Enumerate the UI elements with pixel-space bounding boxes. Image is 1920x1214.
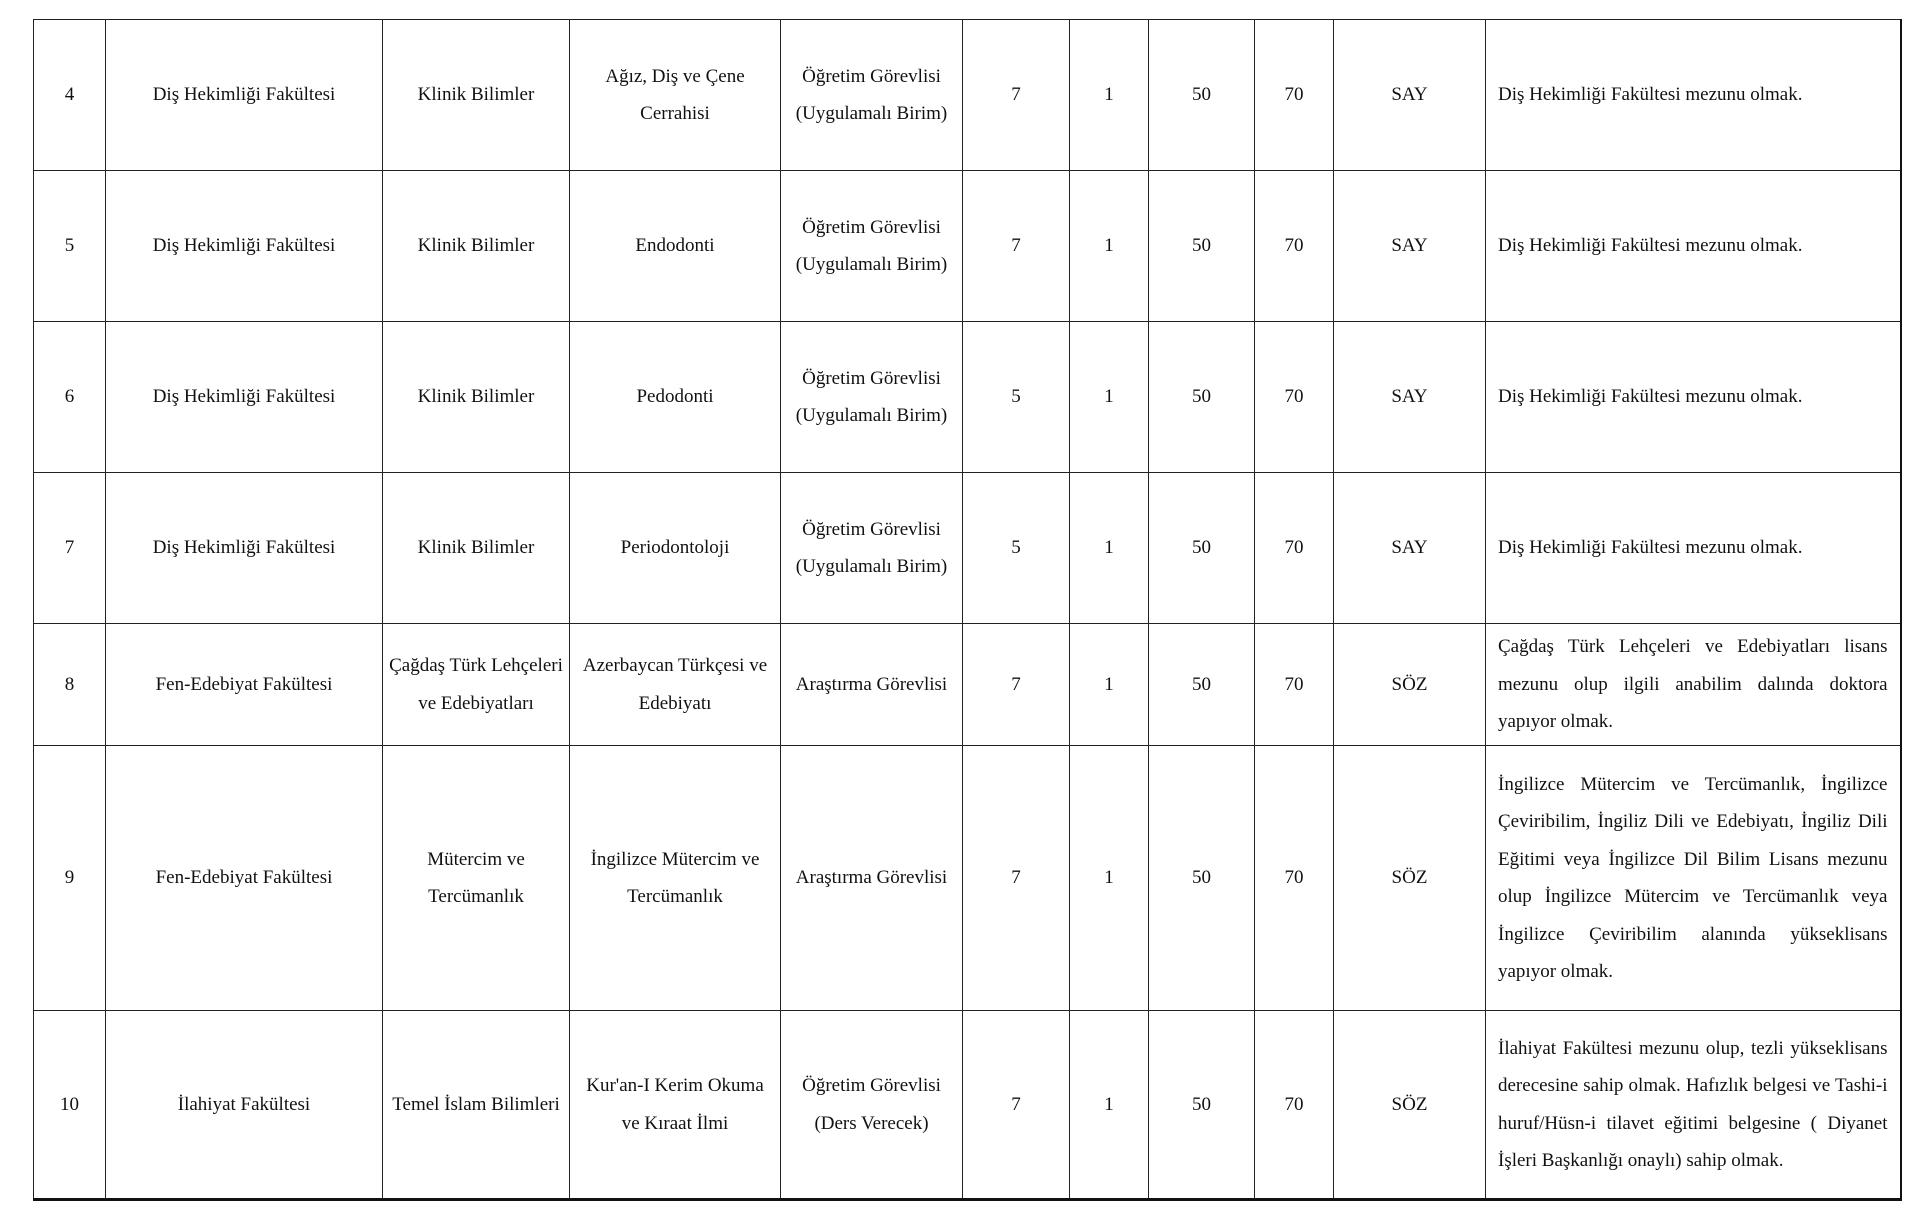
row-number: 4 (34, 20, 106, 171)
degree-cell: 7 (963, 20, 1070, 171)
ydil-cell: 70 (1255, 624, 1334, 746)
requirement-cell: Çağdaş Türk Lehçeleri ve Edebiyatları lisans mezunu olup ilgili anabilim dalında doktora yapıyor olmak. (1486, 624, 1901, 746)
row-number: 5 (34, 171, 106, 322)
table-row (34, 171, 1901, 322)
score-type-cell: SAY (1334, 20, 1486, 171)
ales-cell: 50 (1149, 1011, 1255, 1200)
faculty-cell: Fen-Edebiyat Fakültesi (106, 624, 383, 746)
ydil-cell: 70 (1255, 473, 1334, 624)
document-sheet (33, 19, 1900, 1201)
table-row (34, 746, 1901, 1011)
ydil-cell: 70 (1255, 322, 1334, 473)
title-cell: Araştırma Görevlisi (781, 624, 963, 746)
table-row (34, 322, 1901, 473)
ales-cell: 50 (1149, 322, 1255, 473)
score-type-cell: SAY (1334, 473, 1486, 624)
score-type-cell: SÖZ (1334, 1011, 1486, 1200)
title-cell: Öğretim Görevlisi (Uygulamalı Birim) (781, 20, 963, 171)
row-number: 8 (34, 624, 106, 746)
department-cell: Mütercim ve Tercümanlık (383, 746, 570, 1011)
degree-cell: 7 (963, 1011, 1070, 1200)
degree-cell: 7 (963, 746, 1070, 1011)
degree-cell: 5 (963, 473, 1070, 624)
discipline-cell: Kur'an-I Kerim Okuma ve Kıraat İlmi (570, 1011, 781, 1200)
ydil-cell: 70 (1255, 171, 1334, 322)
count-cell: 1 (1070, 20, 1149, 171)
requirement-cell: İlahiyat Fakültesi mezunu olup, tezli yükseklisans derecesine sahip olmak. Hafızlık belgesi ve Tashi-i huruf/Hüsn-i tilavet eğitimi belgesine ( Diyanet İşleri Başkanlığı onaylı) sahip olmak. (1486, 1011, 1901, 1200)
count-cell: 1 (1070, 624, 1149, 746)
title-cell: Öğretim Görevlisi (Uygulamalı Birim) (781, 473, 963, 624)
discipline-cell: Endodonti (570, 171, 781, 322)
discipline-cell: Periodontoloji (570, 473, 781, 624)
ales-cell: 50 (1149, 20, 1255, 171)
count-cell: 1 (1070, 171, 1149, 322)
department-cell: Klinik Bilimler (383, 171, 570, 322)
department-cell: Klinik Bilimler (383, 322, 570, 473)
count-cell: 1 (1070, 746, 1149, 1011)
score-type-cell: SÖZ (1334, 746, 1486, 1011)
department-cell: Klinik Bilimler (383, 473, 570, 624)
requirement-cell: Diş Hekimliği Fakültesi mezunu olmak. (1486, 171, 1901, 322)
title-cell: Araştırma Görevlisi (781, 746, 963, 1011)
ydil-cell: 70 (1255, 20, 1334, 171)
positions-table (33, 19, 1902, 1201)
ales-cell: 50 (1149, 746, 1255, 1011)
faculty-cell: Fen-Edebiyat Fakültesi (106, 746, 383, 1011)
requirement-cell: Diş Hekimliği Fakültesi mezunu olmak. (1486, 473, 1901, 624)
ales-cell: 50 (1149, 473, 1255, 624)
discipline-cell: Pedodonti (570, 322, 781, 473)
faculty-cell: Diş Hekimliği Fakültesi (106, 171, 383, 322)
degree-cell: 7 (963, 624, 1070, 746)
faculty-cell: Diş Hekimliği Fakültesi (106, 473, 383, 624)
faculty-cell: Diş Hekimliği Fakültesi (106, 20, 383, 171)
count-cell: 1 (1070, 473, 1149, 624)
score-type-cell: SAY (1334, 171, 1486, 322)
table-row (34, 624, 1901, 746)
title-cell: Öğretim Görevlisi (Uygulamalı Birim) (781, 322, 963, 473)
row-number: 9 (34, 746, 106, 1011)
ydil-cell: 70 (1255, 1011, 1334, 1200)
row-number: 7 (34, 473, 106, 624)
row-number: 6 (34, 322, 106, 473)
table-row (34, 473, 1901, 624)
discipline-cell: Azerbaycan Türkçesi ve Edebiyatı (570, 624, 781, 746)
ydil-cell: 70 (1255, 746, 1334, 1011)
requirement-cell: Diş Hekimliği Fakültesi mezunu olmak. (1486, 20, 1901, 171)
discipline-cell: İngilizce Mütercim ve Tercümanlık (570, 746, 781, 1011)
degree-cell: 5 (963, 322, 1070, 473)
degree-cell: 7 (963, 171, 1070, 322)
department-cell: Temel İslam Bilimleri (383, 1011, 570, 1200)
title-cell: Öğretim Görevlisi (Ders Verecek) (781, 1011, 963, 1200)
title-cell: Öğretim Görevlisi (Uygulamalı Birim) (781, 171, 963, 322)
requirement-cell: İngilizce Mütercim ve Tercümanlık, İngilizce Çeviribilim, İngiliz Dili ve Edebiyatı, İngiliz Dili Eğitimi veya İngilizce Dil Bilim Lisans mezunu olup İngilizce Mütercim ve Tercümanlık veya İngilizce Çeviribilim alanında yükseklisans yapıyor olmak. (1486, 746, 1901, 1011)
discipline-cell: Ağız, Diş ve Çene Cerrahisi (570, 20, 781, 171)
count-cell: 1 (1070, 322, 1149, 473)
ales-cell: 50 (1149, 624, 1255, 746)
ales-cell: 50 (1149, 171, 1255, 322)
faculty-cell: Diş Hekimliği Fakültesi (106, 322, 383, 473)
row-number: 10 (34, 1011, 106, 1200)
score-type-cell: SAY (1334, 322, 1486, 473)
table-row (34, 1011, 1901, 1200)
department-cell: Çağdaş Türk Lehçeleri ve Edebiyatları (383, 624, 570, 746)
count-cell: 1 (1070, 1011, 1149, 1200)
requirement-cell: Diş Hekimliği Fakültesi mezunu olmak. (1486, 322, 1901, 473)
score-type-cell: SÖZ (1334, 624, 1486, 746)
table-row (34, 20, 1901, 171)
department-cell: Klinik Bilimler (383, 20, 570, 171)
faculty-cell: İlahiyat Fakültesi (106, 1011, 383, 1200)
